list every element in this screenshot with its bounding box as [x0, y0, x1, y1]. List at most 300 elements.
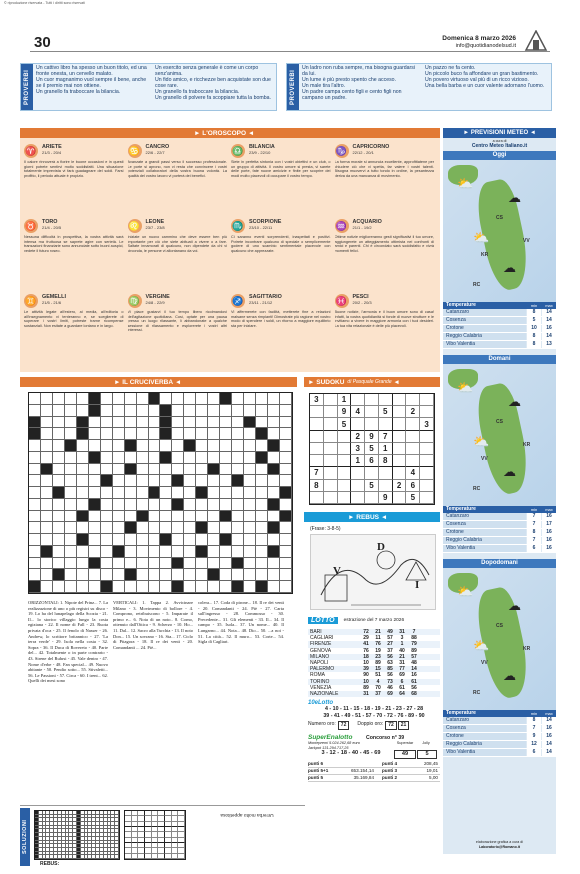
sudoku-cell[interactable]: [365, 492, 379, 504]
sudoku-cell[interactable]: 8: [379, 455, 393, 467]
sudoku-cell[interactable]: 3: [351, 443, 365, 455]
crossword-cell[interactable]: [256, 464, 268, 476]
crossword-cell[interactable]: [41, 522, 53, 534]
crossword-cell[interactable]: [244, 475, 256, 487]
sudoku-cell[interactable]: [406, 418, 420, 430]
crossword-cell[interactable]: [101, 534, 113, 546]
crossword-cell[interactable]: [113, 440, 125, 452]
sudoku-cell[interactable]: [338, 480, 352, 492]
sudoku-cell[interactable]: [365, 467, 379, 479]
crossword-cell[interactable]: [41, 475, 53, 487]
crossword-cell[interactable]: [29, 511, 41, 523]
crossword-cell[interactable]: [149, 405, 161, 417]
crossword-cell[interactable]: [101, 499, 113, 511]
crossword-cell[interactable]: [77, 581, 89, 593]
crossword-cell[interactable]: [220, 464, 232, 476]
crossword-cell[interactable]: [65, 487, 77, 499]
crossword-cell[interactable]: [65, 534, 77, 546]
crossword-cell[interactable]: [268, 405, 280, 417]
sudoku-cell[interactable]: 3: [420, 418, 434, 430]
crossword-cell[interactable]: [220, 487, 232, 499]
crossword-cell[interactable]: [125, 546, 137, 558]
sudoku-cell[interactable]: 5: [338, 418, 352, 430]
crossword-cell[interactable]: [89, 511, 101, 523]
crossword-cell[interactable]: [77, 393, 89, 405]
crossword-cell[interactable]: [137, 534, 149, 546]
crossword-cell[interactable]: [53, 499, 65, 511]
crossword-cell[interactable]: [160, 499, 172, 511]
sudoku-cell[interactable]: [393, 418, 407, 430]
crossword-cell[interactable]: [29, 558, 41, 570]
crossword-cell[interactable]: [172, 417, 184, 429]
crossword-cell[interactable]: [184, 428, 196, 440]
crossword-cell[interactable]: [113, 569, 125, 581]
crossword-cell[interactable]: [53, 428, 65, 440]
crossword-cell[interactable]: [256, 440, 268, 452]
crossword-cell[interactable]: [65, 405, 77, 417]
crossword-cell[interactable]: [29, 452, 41, 464]
crossword-cell[interactable]: [208, 487, 220, 499]
sudoku-cell[interactable]: [379, 418, 393, 430]
crossword-cell[interactable]: [29, 464, 41, 476]
crossword-cell[interactable]: [184, 534, 196, 546]
crossword-cell[interactable]: [160, 546, 172, 558]
crossword-cell[interactable]: [220, 405, 232, 417]
crossword-cell[interactable]: [89, 581, 101, 593]
crossword-cell[interactable]: [184, 393, 196, 405]
crossword-cell[interactable]: [77, 546, 89, 558]
crossword-cell[interactable]: [268, 487, 280, 499]
crossword-cell[interactable]: [196, 499, 208, 511]
crossword-cell[interactable]: [184, 546, 196, 558]
sudoku-cell[interactable]: [365, 418, 379, 430]
sudoku-cell[interactable]: [379, 467, 393, 479]
sudoku-cell[interactable]: 7: [379, 431, 393, 443]
crossword-cell[interactable]: [280, 452, 292, 464]
crossword-cell[interactable]: [149, 428, 161, 440]
crossword-cell[interactable]: [244, 534, 256, 546]
sudoku-cell[interactable]: 8: [310, 480, 324, 492]
crossword-cell[interactable]: [113, 499, 125, 511]
crossword-cell[interactable]: [160, 487, 172, 499]
crossword-cell[interactable]: [137, 440, 149, 452]
crossword-cell[interactable]: [208, 440, 220, 452]
crossword-cell[interactable]: [208, 417, 220, 429]
crossword-cell[interactable]: [149, 546, 161, 558]
sudoku-cell[interactable]: 6: [406, 480, 420, 492]
crossword-cell[interactable]: [208, 546, 220, 558]
sudoku-cell[interactable]: [393, 443, 407, 455]
crossword-grid[interactable]: [28, 392, 293, 594]
crossword-cell[interactable]: [125, 581, 137, 593]
crossword-cell[interactable]: [41, 405, 53, 417]
sudoku-cell[interactable]: [351, 394, 365, 406]
crossword-cell[interactable]: [53, 534, 65, 546]
sudoku-cell[interactable]: 5: [365, 480, 379, 492]
sudoku-cell[interactable]: 5: [365, 443, 379, 455]
crossword-cell[interactable]: [53, 440, 65, 452]
crossword-cell[interactable]: [220, 522, 232, 534]
crossword-cell[interactable]: [137, 428, 149, 440]
crossword-cell[interactable]: [65, 569, 77, 581]
crossword-cell[interactable]: [29, 546, 41, 558]
crossword-cell[interactable]: [160, 393, 172, 405]
crossword-cell[interactable]: [184, 499, 196, 511]
crossword-cell[interactable]: [268, 581, 280, 593]
crossword-cell[interactable]: [53, 546, 65, 558]
crossword-cell[interactable]: [113, 475, 125, 487]
crossword-cell[interactable]: [113, 405, 125, 417]
crossword-cell[interactable]: [256, 558, 268, 570]
crossword-cell[interactable]: [41, 452, 53, 464]
crossword-cell[interactable]: [208, 405, 220, 417]
crossword-cell[interactable]: [125, 475, 137, 487]
crossword-cell[interactable]: [172, 428, 184, 440]
crossword-cell[interactable]: [160, 475, 172, 487]
crossword-cell[interactable]: [101, 464, 113, 476]
crossword-cell[interactable]: [244, 428, 256, 440]
crossword-cell[interactable]: [244, 581, 256, 593]
crossword-cell[interactable]: [137, 522, 149, 534]
crossword-cell[interactable]: [113, 417, 125, 429]
crossword-cell[interactable]: [53, 581, 65, 593]
sudoku-cell[interactable]: [351, 480, 365, 492]
crossword-cell[interactable]: [29, 487, 41, 499]
crossword-cell[interactable]: [268, 534, 280, 546]
crossword-cell[interactable]: [268, 558, 280, 570]
crossword-cell[interactable]: [244, 558, 256, 570]
crossword-cell[interactable]: [280, 534, 292, 546]
crossword-cell[interactable]: [137, 405, 149, 417]
crossword-cell[interactable]: [89, 417, 101, 429]
crossword-cell[interactable]: [89, 569, 101, 581]
crossword-cell[interactable]: [208, 428, 220, 440]
crossword-cell[interactable]: [137, 487, 149, 499]
crossword-cell[interactable]: [41, 581, 53, 593]
crossword-cell[interactable]: [77, 405, 89, 417]
crossword-cell[interactable]: [101, 569, 113, 581]
crossword-cell[interactable]: [232, 522, 244, 534]
crossword-cell[interactable]: [125, 393, 137, 405]
crossword-cell[interactable]: [196, 475, 208, 487]
crossword-cell[interactable]: [184, 487, 196, 499]
crossword-cell[interactable]: [65, 417, 77, 429]
crossword-cell[interactable]: [280, 464, 292, 476]
crossword-cell[interactable]: [172, 569, 184, 581]
crossword-cell[interactable]: [101, 417, 113, 429]
crossword-cell[interactable]: [196, 452, 208, 464]
crossword-cell[interactable]: [113, 581, 125, 593]
crossword-cell[interactable]: [208, 499, 220, 511]
crossword-cell[interactable]: [196, 558, 208, 570]
crossword-cell[interactable]: [101, 558, 113, 570]
crossword-cell[interactable]: [232, 393, 244, 405]
sudoku-cell[interactable]: [310, 406, 324, 418]
crossword-cell[interactable]: [113, 428, 125, 440]
crossword-cell[interactable]: [232, 511, 244, 523]
crossword-cell[interactable]: [65, 522, 77, 534]
crossword-cell[interactable]: [149, 464, 161, 476]
crossword-cell[interactable]: [101, 452, 113, 464]
crossword-cell[interactable]: [172, 405, 184, 417]
crossword-cell[interactable]: [137, 569, 149, 581]
sudoku-cell[interactable]: [310, 418, 324, 430]
crossword-cell[interactable]: [268, 569, 280, 581]
crossword-cell[interactable]: [268, 393, 280, 405]
crossword-cell[interactable]: [232, 546, 244, 558]
sudoku-cell[interactable]: [338, 431, 352, 443]
sudoku-cell[interactable]: 9: [338, 406, 352, 418]
crossword-cell[interactable]: [196, 569, 208, 581]
crossword-cell[interactable]: [244, 405, 256, 417]
sudoku-cell[interactable]: [393, 431, 407, 443]
crossword-cell[interactable]: [113, 487, 125, 499]
sudoku-cell[interactable]: [379, 394, 393, 406]
crossword-cell[interactable]: [256, 475, 268, 487]
crossword-cell[interactable]: [101, 511, 113, 523]
crossword-cell[interactable]: [137, 558, 149, 570]
crossword-cell[interactable]: [65, 499, 77, 511]
sudoku-cell[interactable]: 9: [365, 431, 379, 443]
sudoku-cell[interactable]: [420, 394, 434, 406]
crossword-cell[interactable]: [65, 452, 77, 464]
crossword-cell[interactable]: [101, 393, 113, 405]
crossword-cell[interactable]: [172, 534, 184, 546]
crossword-cell[interactable]: [232, 487, 244, 499]
crossword-cell[interactable]: [256, 511, 268, 523]
crossword-cell[interactable]: [196, 464, 208, 476]
sudoku-cell[interactable]: [310, 431, 324, 443]
crossword-cell[interactable]: [125, 534, 137, 546]
crossword-cell[interactable]: [220, 558, 232, 570]
crossword-cell[interactable]: [256, 569, 268, 581]
crossword-cell[interactable]: [89, 546, 101, 558]
crossword-cell[interactable]: [232, 417, 244, 429]
sudoku-cell[interactable]: [393, 467, 407, 479]
crossword-cell[interactable]: [220, 546, 232, 558]
crossword-cell[interactable]: [256, 546, 268, 558]
crossword-cell[interactable]: [53, 452, 65, 464]
crossword-cell[interactable]: [65, 546, 77, 558]
sudoku-cell[interactable]: [351, 492, 365, 504]
sudoku-cell[interactable]: [379, 480, 393, 492]
crossword-cell[interactable]: [113, 522, 125, 534]
crossword-cell[interactable]: [280, 417, 292, 429]
crossword-cell[interactable]: [208, 534, 220, 546]
crossword-cell[interactable]: [184, 569, 196, 581]
crossword-cell[interactable]: [160, 464, 172, 476]
crossword-cell[interactable]: [220, 569, 232, 581]
sudoku-cell[interactable]: [324, 443, 338, 455]
crossword-cell[interactable]: [53, 558, 65, 570]
crossword-cell[interactable]: [232, 452, 244, 464]
crossword-cell[interactable]: [125, 558, 137, 570]
crossword-cell[interactable]: [244, 487, 256, 499]
sudoku-cell[interactable]: [324, 480, 338, 492]
sudoku-cell[interactable]: [420, 431, 434, 443]
crossword-cell[interactable]: [280, 393, 292, 405]
crossword-cell[interactable]: [184, 405, 196, 417]
crossword-cell[interactable]: [280, 440, 292, 452]
crossword-cell[interactable]: [89, 522, 101, 534]
crossword-cell[interactable]: [41, 428, 53, 440]
sudoku-cell[interactable]: 2: [393, 480, 407, 492]
crossword-cell[interactable]: [172, 511, 184, 523]
crossword-cell[interactable]: [113, 464, 125, 476]
crossword-cell[interactable]: [149, 499, 161, 511]
sudoku-cell[interactable]: [393, 492, 407, 504]
sudoku-cell[interactable]: 1: [351, 455, 365, 467]
sudoku-cell[interactable]: [420, 443, 434, 455]
crossword-cell[interactable]: [149, 440, 161, 452]
crossword-cell[interactable]: [65, 464, 77, 476]
crossword-cell[interactable]: [89, 464, 101, 476]
sudoku-cell[interactable]: [338, 467, 352, 479]
crossword-cell[interactable]: [184, 522, 196, 534]
crossword-cell[interactable]: [160, 440, 172, 452]
crossword-cell[interactable]: [137, 464, 149, 476]
crossword-cell[interactable]: [244, 546, 256, 558]
crossword-cell[interactable]: [172, 464, 184, 476]
crossword-cell[interactable]: [196, 511, 208, 523]
crossword-cell[interactable]: [184, 417, 196, 429]
sudoku-cell[interactable]: [310, 443, 324, 455]
crossword-cell[interactable]: [160, 558, 172, 570]
sudoku-cell[interactable]: [338, 455, 352, 467]
sudoku-cell[interactable]: [310, 492, 324, 504]
crossword-cell[interactable]: [77, 464, 89, 476]
sudoku-cell[interactable]: 1: [338, 394, 352, 406]
sudoku-cell[interactable]: 1: [379, 443, 393, 455]
sudoku-cell[interactable]: [324, 492, 338, 504]
crossword-cell[interactable]: [280, 428, 292, 440]
crossword-cell[interactable]: [280, 581, 292, 593]
crossword-cell[interactable]: [149, 534, 161, 546]
sudoku-cell[interactable]: [324, 431, 338, 443]
crossword-cell[interactable]: [184, 464, 196, 476]
crossword-cell[interactable]: [208, 581, 220, 593]
crossword-cell[interactable]: [232, 428, 244, 440]
crossword-cell[interactable]: [53, 464, 65, 476]
crossword-cell[interactable]: [89, 487, 101, 499]
crossword-cell[interactable]: [244, 569, 256, 581]
crossword-cell[interactable]: [208, 558, 220, 570]
sudoku-cell[interactable]: [324, 455, 338, 467]
crossword-cell[interactable]: [220, 581, 232, 593]
sudoku-cell[interactable]: [406, 431, 420, 443]
sudoku-cell[interactable]: 4: [406, 467, 420, 479]
crossword-cell[interactable]: [280, 522, 292, 534]
sudoku-cell[interactable]: [324, 467, 338, 479]
sudoku-cell[interactable]: [338, 492, 352, 504]
sudoku-cell[interactable]: 3: [310, 394, 324, 406]
crossword-cell[interactable]: [41, 558, 53, 570]
crossword-cell[interactable]: [184, 475, 196, 487]
crossword-cell[interactable]: [113, 393, 125, 405]
crossword-cell[interactable]: [268, 428, 280, 440]
crossword-cell[interactable]: [160, 581, 172, 593]
sudoku-cell[interactable]: [365, 394, 379, 406]
crossword-cell[interactable]: [29, 499, 41, 511]
crossword-cell[interactable]: [232, 534, 244, 546]
crossword-cell[interactable]: [196, 581, 208, 593]
crossword-cell[interactable]: [137, 499, 149, 511]
crossword-cell[interactable]: [160, 511, 172, 523]
crossword-cell[interactable]: [149, 522, 161, 534]
crossword-cell[interactable]: [268, 452, 280, 464]
sudoku-cell[interactable]: 2: [406, 406, 420, 418]
crossword-cell[interactable]: [256, 499, 268, 511]
crossword-cell[interactable]: [256, 393, 268, 405]
crossword-cell[interactable]: [41, 440, 53, 452]
crossword-cell[interactable]: [137, 393, 149, 405]
crossword-cell[interactable]: [77, 452, 89, 464]
crossword-cell[interactable]: [29, 440, 41, 452]
sudoku-cell[interactable]: [365, 406, 379, 418]
sudoku-grid[interactable]: [309, 393, 435, 505]
sudoku-cell[interactable]: [393, 406, 407, 418]
crossword-cell[interactable]: [220, 417, 232, 429]
crossword-cell[interactable]: [196, 428, 208, 440]
crossword-cell[interactable]: [160, 522, 172, 534]
crossword-cell[interactable]: [268, 417, 280, 429]
crossword-cell[interactable]: [113, 452, 125, 464]
crossword-cell[interactable]: [65, 558, 77, 570]
crossword-cell[interactable]: [256, 534, 268, 546]
crossword-cell[interactable]: [29, 393, 41, 405]
crossword-cell[interactable]: [149, 475, 161, 487]
crossword-cell[interactable]: [137, 581, 149, 593]
crossword-cell[interactable]: [244, 511, 256, 523]
crossword-cell[interactable]: [256, 487, 268, 499]
crossword-cell[interactable]: [125, 452, 137, 464]
crossword-cell[interactable]: [232, 569, 244, 581]
crossword-cell[interactable]: [125, 499, 137, 511]
crossword-cell[interactable]: [77, 475, 89, 487]
crossword-cell[interactable]: [29, 534, 41, 546]
crossword-cell[interactable]: [77, 440, 89, 452]
sudoku-cell[interactable]: [393, 455, 407, 467]
crossword-cell[interactable]: [220, 440, 232, 452]
crossword-cell[interactable]: [101, 405, 113, 417]
crossword-cell[interactable]: [244, 522, 256, 534]
crossword-cell[interactable]: [184, 558, 196, 570]
crossword-cell[interactable]: [89, 534, 101, 546]
crossword-cell[interactable]: [65, 428, 77, 440]
sudoku-cell[interactable]: [338, 443, 352, 455]
sudoku-cell[interactable]: [310, 455, 324, 467]
crossword-cell[interactable]: [77, 522, 89, 534]
sudoku-cell[interactable]: [393, 394, 407, 406]
crossword-cell[interactable]: [149, 558, 161, 570]
sudoku-cell[interactable]: 7: [310, 467, 324, 479]
crossword-cell[interactable]: [137, 452, 149, 464]
crossword-cell[interactable]: [172, 487, 184, 499]
sudoku-cell[interactable]: [406, 443, 420, 455]
sudoku-cell[interactable]: [324, 394, 338, 406]
crossword-cell[interactable]: [29, 569, 41, 581]
crossword-cell[interactable]: [137, 475, 149, 487]
crossword-cell[interactable]: [196, 393, 208, 405]
sudoku-cell[interactable]: 4: [351, 406, 365, 418]
crossword-cell[interactable]: [53, 405, 65, 417]
sudoku-cell[interactable]: [351, 467, 365, 479]
crossword-cell[interactable]: [41, 487, 53, 499]
crossword-cell[interactable]: [149, 511, 161, 523]
crossword-cell[interactable]: [208, 522, 220, 534]
crossword-cell[interactable]: [172, 546, 184, 558]
crossword-cell[interactable]: [280, 405, 292, 417]
